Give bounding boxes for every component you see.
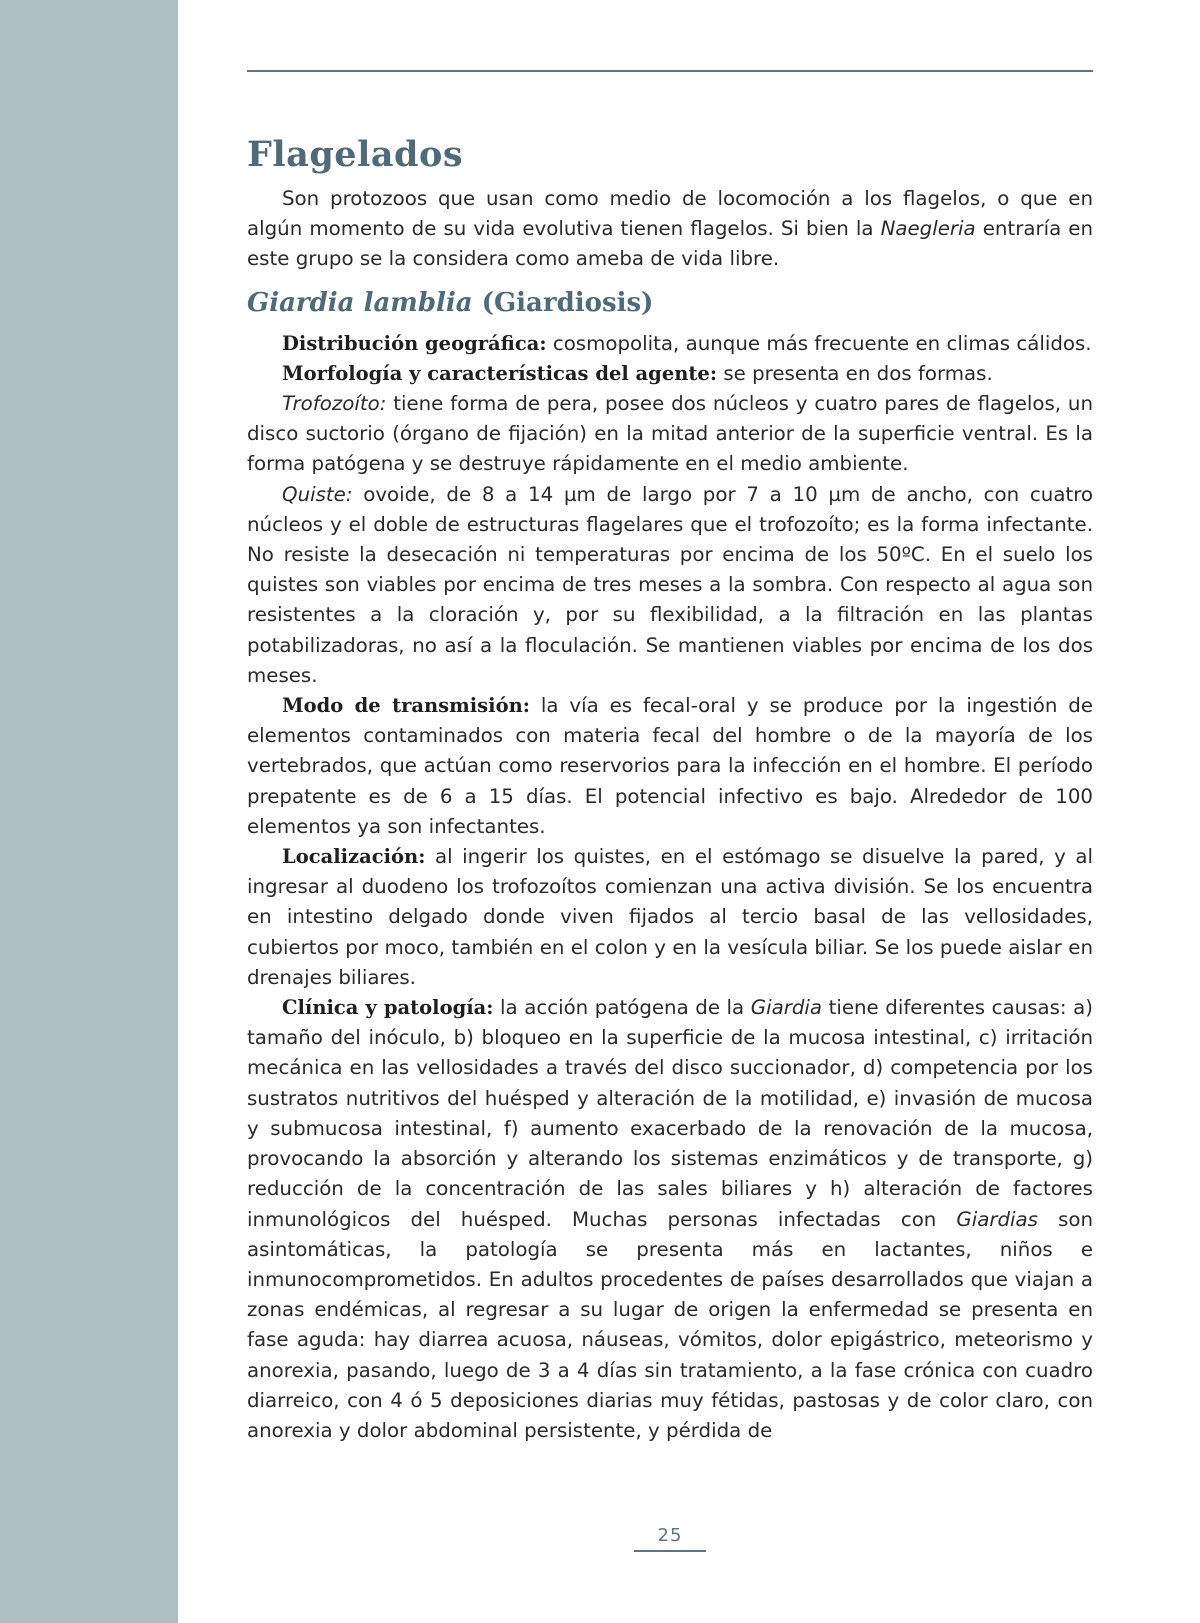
intro-italic-term: Naegleria <box>880 217 976 241</box>
clinica-text-3: son asintomáticas, la patología se presenta más en lactantes, niños e inmunocomprometidos. En adultos procedentes de países desarrollados que viajan a zonas endémicas, al regresar a su lugar de origen la enfermedad se presenta en fase aguda: hay diarrea acuosa, náuseas, vómitos, dolor epigástrico, meteorismo y anorexia, pasando, luego de 3 a 4 días sin tratamiento, a la fase crónica con cuadro diarreico, con 4 ó 5 deposiciones diarias muy fétidas, pastosas y de color claro, con anorexia y dolor abdominal persistente, y pérdida de <box>247 1207 1094 1442</box>
transmision-paragraph <box>247 691 1093 842</box>
subsection-genus: Giardia lamblia <box>247 287 473 318</box>
transmision-label: Modo de transmisión: <box>282 694 530 718</box>
morfologia-label: Morfología y características del agente: <box>282 361 718 385</box>
quiste-text: ovoide, de 8 a 14 µm de largo por 7 a 10 µm de ancho, con cuatro núcleos y el doble de estructuras flagelares que el trofozoíto; es la forma infectante. No resiste la desecación ni temperaturas por encima de los 50ºC. En el suelo los quistes son viables por encima de tres meses a la sombra. Con respecto al agua son resistentes a la cloración y, por su flexibilidad, a la filtración en las plantas potabilizadoras, no así a la floculación. Se mantienen viables por encima de los dos meses. <box>247 482 1093 687</box>
intro-text: Son protozoos que usan como medio de locomoción a los flagelos, o que en algún momento de su vida evolutiva tienen flagelos. Si bien la <box>247 187 1093 241</box>
page-content <box>247 130 1093 1446</box>
intro-paragraph <box>247 184 1093 275</box>
page-number: 25 <box>634 1525 706 1552</box>
distribucion-label: Distribución geográfica: <box>282 331 547 355</box>
trofozoito-label: Trofozoíto: <box>282 392 387 416</box>
subsection-title <box>247 279 1093 327</box>
quiste-label: Quiste: <box>282 482 353 506</box>
intro-text-end: entraría en este grupo se la considera como ameba de vida libre. <box>247 217 1093 271</box>
distribucion-text: cosmopolita, aunque más frecuente en climas cálidos. <box>546 331 1092 355</box>
trofozoito-paragraph <box>247 389 1093 480</box>
clinica-italic-giardias: Giardias <box>956 1207 1038 1231</box>
clinica-text-2: tiene diferentes causas: a) tamaño del inóculo, b) bloqueo en la superficie de la mucosa intestinal, c) irritación mecánica en las vellosidades a través del disco succionador, d) competencia por los sustratos nutritivos del huésped y alteración de la motilidad, e) invasión de mucosa y submucosa intestinal, f) aumento exacerbado de la renovación de la mucosa, provocando la absorción y alterando los sistemas enzimáticos y de transporte, g) reducción de la concentración de las sales biliares y h) alteración de factores inmunológicos del huésped. Muchas personas infectadas con <box>247 996 1093 1231</box>
side-margin-band <box>0 0 178 1623</box>
distribucion-paragraph <box>247 329 1093 359</box>
localizacion-paragraph <box>247 842 1093 993</box>
trofozoito-text: tiene forma de pera, posee dos núcleos y cuatro pares de flagelos, un disco suctorio (órgano de fijación) en la mitad anterior de la superficie ventral. Es la forma patógena y se destruye rápidamente en el medio ambiente. <box>247 392 1093 476</box>
clinica-label: Clínica y patología: <box>282 996 494 1020</box>
section-title: Flagelados <box>247 134 464 175</box>
morfologia-text: se presenta en dos formas. <box>717 361 993 385</box>
clinica-paragraph <box>247 993 1093 1446</box>
quiste-paragraph <box>247 480 1093 691</box>
morfologia-paragraph <box>247 359 1093 389</box>
header-rule <box>247 70 1093 72</box>
clinica-italic-giardia: Giardia <box>750 996 823 1020</box>
localizacion-label: Localización: <box>282 845 426 869</box>
localizacion-text: al ingerir los quistes, en el estómago se disuelve la pared, y al ingresar al duodeno los trofozoítos comienzan una activa división. Se los encuentra en intestino delgado donde viven fijados al tercio basal de las vellosidades, cubiertos por moco, también en el colon y en la vesícula biliar. Se los puede aislar en drenajes biliares. <box>247 845 1093 989</box>
transmision-text: la vía es fecal-oral y se produce por la ingestión de elementos contaminados con materia fecal del hombre o de la mayoría de los vertebrados, que actúan como reservorios para la infección en el hombre. El período prepatente es de 6 a 15 días. El potencial infectivo es bajo. Alrededor de 100 elementos ya son infectantes. <box>247 694 1093 838</box>
clinica-text-1: la acción patógena de la <box>493 996 751 1020</box>
subsection-disease: (Giardiosis) <box>481 287 654 318</box>
